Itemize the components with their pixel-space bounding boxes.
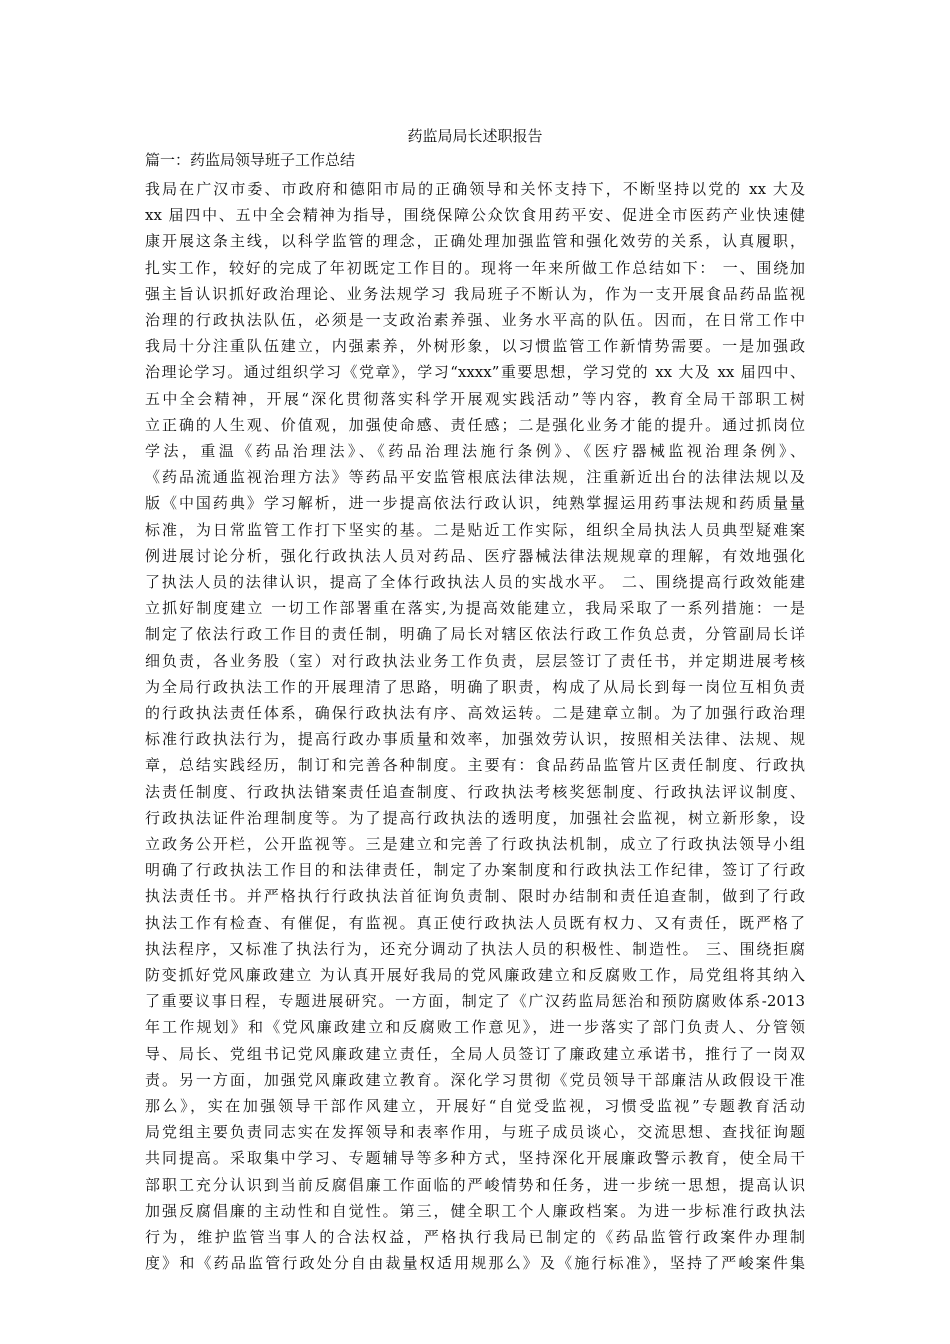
body-line: 我局在广汉市委、市政府和德阳市局的正确领导和关怀支持下，不断坚持以党的 xx 大及 [145,180,805,198]
body-line: 章，总结实践经历，制订和完善各种制度。主要有：食品药品监管片区责任制度、行政执 [145,756,805,774]
section-heading: 篇一：药监局领导班子工作总结 [145,151,356,169]
body-line: 行政执法证件治理制度等。为了提高行政执法的透明度，加强社会监视，树立新形象，设 [145,809,805,827]
body-line: 了重要议事日程，专题进展研究。一方面，制定了《广汉药监局惩治和预防腐败体系-2013 [145,992,805,1010]
body-line: 立抓好制度建立 一切工作部署重在落实,为提高效能建立，我局采取了一系列措施：一是 [145,599,805,617]
body-line: 执法程序，又标准了执法行为，还充分调动了执法人员的积极性、制造性。 三、围绕拒腐 [145,940,805,958]
body-line: 立政务公开栏，公开监视等。三是建立和完善了行政执法机制，成立了行政执法领导小组 [145,835,805,853]
body-line: 扎实工作，较好的完成了年初既定工作目的。现将一年来所做工作总结如下： 一、围绕加 [145,259,805,277]
body-line: 加强反腐倡廉的主动性和自觉性。第三，健全职工个人廉政档案。为进一步标准行政执法 [145,1202,805,1220]
body-line: 标准，为日常监管工作打下坚实的基。二是贴近工作实际，组织全局执法人员典型疑难案 [145,521,805,539]
body-line: 责。另一方面，加强党风廉政建立教育。深化学习贯彻《党员领导干部廉洁从政假设干准 [145,1071,805,1089]
body-line: 康开展这条主线，以科学监管的理念，正确处理加强监管和强化效劳的关系，认真履职， [145,232,805,250]
body-line: 导、局长、党组书记党风廉政建立责任，全局人员签订了廉政建立承诺书，推行了一岗双 [145,1045,805,1063]
body-line: 局党组主要负责同志实在发挥领导和表率作用，与班子成员谈心，交流思想、查找征询题 [145,1123,805,1141]
body-line: 行为，维护监管当事人的合法权益，严格执行我局已制定的《药品监管行政案件办理制 [145,1228,805,1246]
body-line: 明确了行政执法工作目的和法律责任，制定了办案制度和行政执法工作纪律，签订了行政 [145,861,805,879]
body-line: 的行政执法责任体系，确保行政执法有序、高效运转。二是建章立制。为了加强行政治理 [145,704,805,722]
body-line: xx 届四中、五中全会精神为指导，围绕保障公众饮食用药平安、促进全市医药产业快速健 [145,206,805,224]
body-line: 执法责任书。并严格执行行政执法首征询负责制、限时办结制和责任追查制，做到了行政 [145,887,805,905]
body-line: 治理的行政执法队伍，必须是一支政治素养强、业务水平高的队伍。因而，在日常工作中 [145,311,805,329]
body-line: 细负责，各业务股（室）对行政执法业务工作负责，层层签订了责任书，并定期进展考核 [145,652,805,670]
body-line: 年工作规划》和《党风廉政建立和反腐败工作意见》，进一步落实了部门负责人、分管领 [145,1018,805,1036]
body-line: 治理论学习。通过组织学习《党章》，学习“xxxx”重要思想，学习党的 xx 大及 xx 届四中、 [145,363,805,381]
body-line: 强主旨认识抓好政治理论、业务法规学习 我局班子不断认为，作为一支开展食品药品监视 [145,285,805,303]
document-title: 药监局局长述职报告 [407,127,543,145]
body-line: 立正确的人生观、价值观，加强使命感、责任感；二是强化业务才能的提升。通过抓岗位 [145,416,805,434]
body-line: 制定了依法行政工作目的责任制，明确了局长对辖区依法行政工作负总责，分管副局长详 [145,625,805,643]
body-line: 防变抓好党风廉政建立 为认真开展好我局的党风廉政建立和反腐败工作，局党组将其纳入 [145,966,805,984]
body-line: 执法工作有检查、有催促，有监视。真正使行政执法人员既有权力、又有责任，既严格了 [145,914,805,932]
body-line: 那么》，实在加强领导干部作风建立，开展好“自觉受监视，习惯受监视”专题教育活动 [145,1097,805,1115]
body-line: 五中全会精神，开展“深化贯彻落实科学开展观实践活动”等内容，教育全局干部职工树 [145,390,805,408]
body-line: 部职工充分认识到当前反腐倡廉工作面临的严峻情势和任务，进一步统一思想，提高认识 [145,1176,805,1194]
body-line: 法责任制度、行政执法错案责任追查制度、行政执法考核奖惩制度、行政执法评议制度、 [145,783,805,801]
body-line: 例进展讨论分析，强化行政执法人员对药品、医疗器械法律法规规章的理解，有效地强化 [145,547,805,565]
body-line: 度》和《药品监管行政处分自由裁量权适用规那么》及《施行标准》，坚持了严峻案件集 [145,1254,805,1272]
body-line: 了执法人员的法律认识，提高了全体行政执法人员的实战水平。 二、围绕提高行政效能建 [145,573,805,591]
body-line: 我局十分注重队伍建立，内强素养，外树形象，以习惯监管工作新情势需要。一是加强政 [145,337,805,355]
body-line: 《药品流通监视治理方法》等药品平安监管根底法律法规，注重新近出台的法律法规以及 [145,468,805,486]
body-line: 为全局行政执法工作的开展理清了思路，明确了职责，构成了从局长到每一岗位互相负责 [145,678,805,696]
body-line: 共同提高。采取集中学习、专题辅导等多种方式，坚持深化开展廉政警示教育，使全局干 [145,1149,805,1167]
body-line: 学法，重温《药品治理法》、《药品治理法施行条例》、《医疗器械监视治理条例》、 [145,442,805,460]
body-line: 版《中国药典》学习解析，进一步提高依法行政认识，纯熟掌握运用药事法规和药质量量 [145,494,805,512]
body-line: 标准行政执法行为，提高行政办事质量和效率，加强效劳认识，按照相关法律、法规、规 [145,730,805,748]
